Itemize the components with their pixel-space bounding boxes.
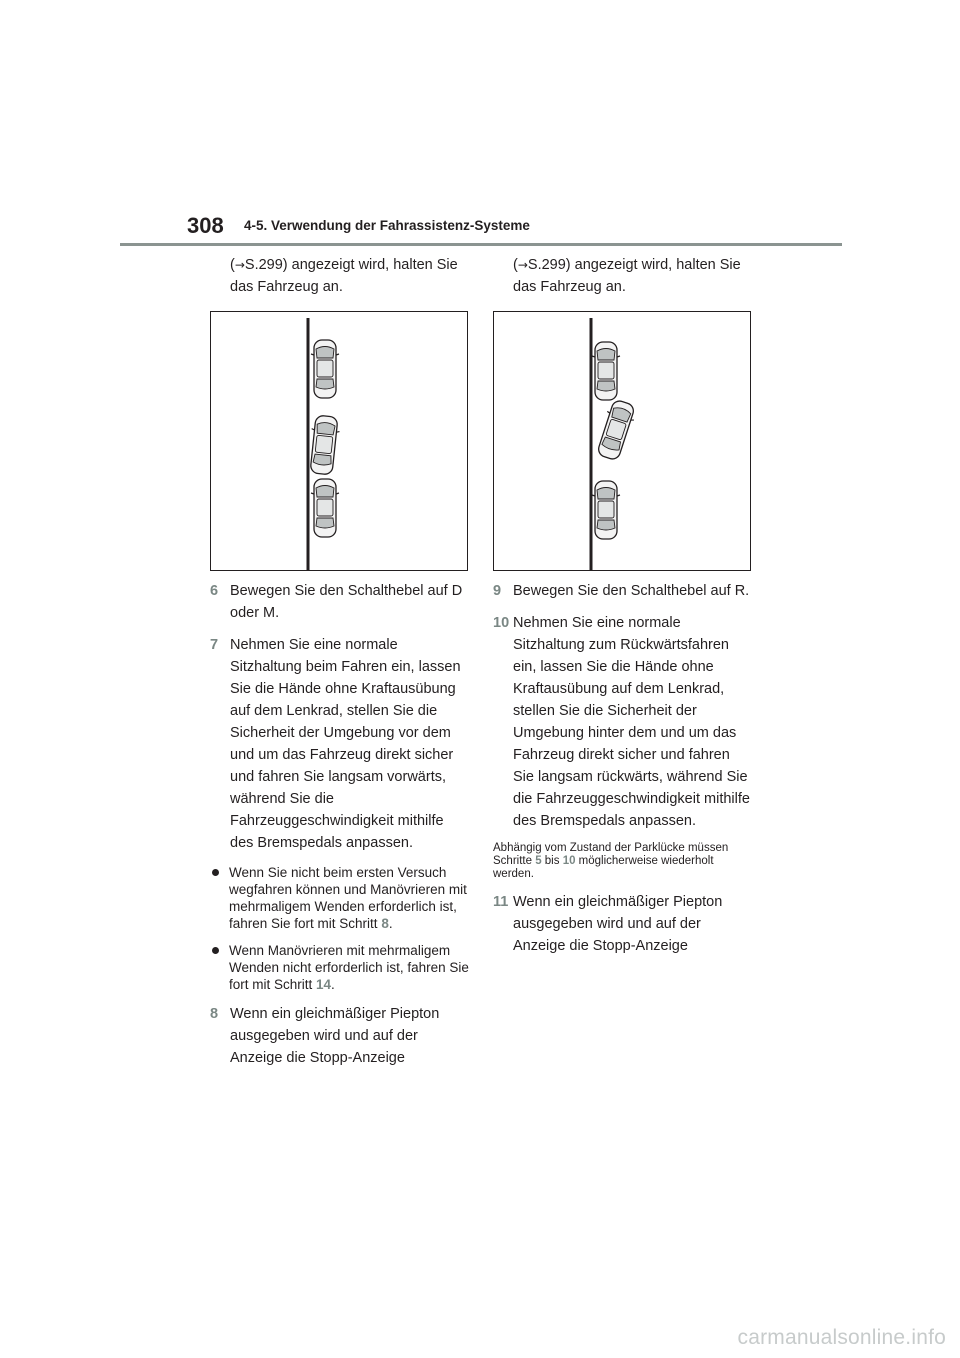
diagram-reverse — [493, 311, 751, 571]
bullet-icon — [212, 947, 219, 954]
step-text: Bewegen Sie den Schalthebel auf D oder M. — [230, 583, 463, 621]
step-8 — [210, 1003, 470, 1069]
step-number: 11 — [493, 894, 509, 910]
section-title: 4-5. Verwendung der Fahrassistenz-Systeme — [244, 218, 530, 233]
own-car — [307, 415, 341, 476]
step-6 — [210, 580, 470, 624]
page-number: 308 — [187, 213, 224, 238]
watermark-text: carmanualsonline.info — [737, 1326, 946, 1349]
step-text: Wenn ein gleichmäßiger Piepton ausgegeben wird und auf der Anzeige die Stopp-Anzeige — [230, 1006, 440, 1066]
bullet-item: Wenn Sie nicht beim ersten Versuch wegfahren können und Manövrieren mit mehrmaligem Wenden erforderlich ist, fahren Sie fort mit Schritt 8. — [210, 864, 470, 932]
note-text: Abhängig vom Zustand der Parklücke müssen Schritte 5 bis 10 möglicherweise wiederholt werden. — [493, 842, 729, 880]
parked-car-front — [311, 340, 339, 398]
step-text: Nehmen Sie eine normale Sitzhaltung zum Rückwärtsfahren ein, lassen Sie die Hände ohne Kraftausübung auf dem Lenkrad, stellen Sie die Sicherheit der Umgebung hinter dem und um das Fahrzeug direkt sicher und fahren Sie langsam rückwärts, während Sie die Fahrzeuggeschwindigkeit mithilfe des Bremspedals anpassen. — [513, 615, 750, 829]
step-9 — [493, 580, 753, 602]
header-rule — [120, 243, 842, 246]
diagram-drive-forward — [210, 311, 468, 571]
step-11 — [493, 891, 753, 957]
intro-text-right: (→S.299) angezeigt wird, halten Sie das Fahrzeug an. — [513, 257, 741, 295]
step-7 — [210, 634, 470, 854]
own-car — [594, 398, 639, 462]
step-text: Wenn ein gleichmäßiger Piepton ausgegeben wird und auf der Anzeige die Stopp-Anzeige — [513, 894, 723, 954]
intro-text-left: (→S.299) angezeigt wird, halten Sie das Fahrzeug an. — [230, 257, 458, 295]
step-number: 10 — [493, 615, 510, 631]
parked-car-rear — [592, 481, 620, 539]
step-number: 6 — [210, 583, 219, 599]
arrow-icon: → — [234, 258, 245, 272]
parked-car-front — [592, 342, 620, 400]
step-number: 7 — [210, 637, 219, 653]
bullet-icon — [212, 869, 219, 876]
step-text: Nehmen Sie eine normale Sitzhaltung beim Fahren ein, lassen Sie die Hände ohne Kraftausübung auf dem Lenkrad, stellen Sie die Sicherheit der Umgebung vor dem und um das Fahrzeug direkt sicher und fahren Sie langsam vorwärts, während Sie die Fahrzeuggeschwindigkeit mithilfe des Bremspedals anpassen. — [230, 637, 461, 851]
right-column — [493, 254, 753, 967]
step-text: Bewegen Sie den Schalthebel auf R. — [513, 583, 750, 599]
left-column — [210, 254, 470, 1079]
step-number: 8 — [210, 1006, 219, 1022]
step-number: 9 — [493, 583, 502, 599]
arrow-icon: → — [517, 258, 528, 272]
bullet-item: Wenn Manövrieren mit mehrmaligem Wenden nicht erforderlich ist, fahren Sie fort mit Schritt 14. — [210, 942, 470, 993]
parked-car-rear — [311, 479, 339, 537]
step-10 — [493, 612, 753, 832]
